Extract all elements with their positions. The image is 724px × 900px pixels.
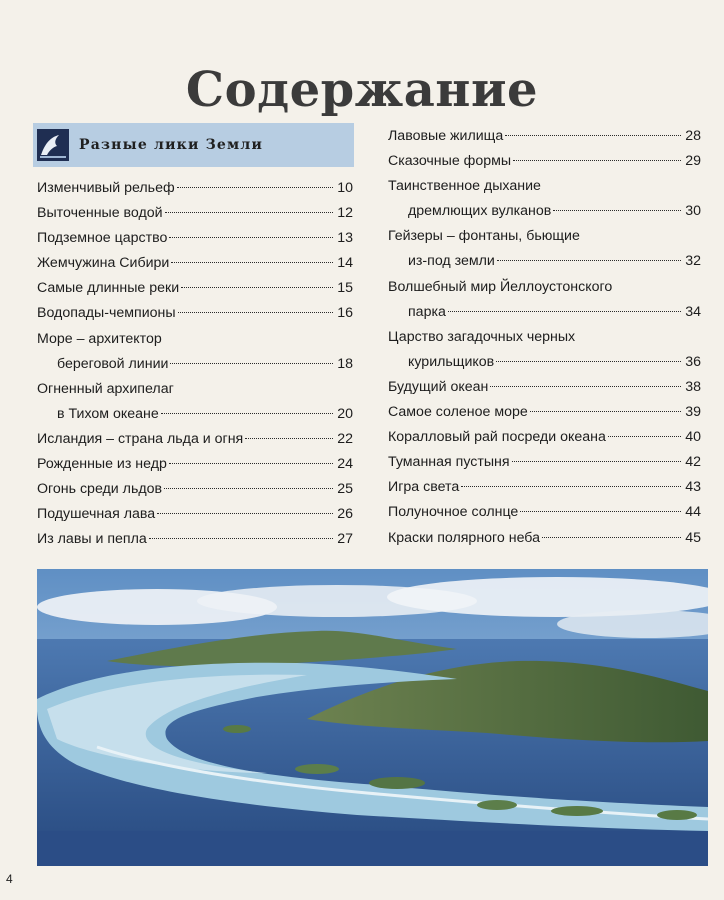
toc-entry-title [388,224,701,249]
toc-entry [388,500,701,525]
toc-entry-text: из-под земли [408,253,495,270]
toc-entry [388,400,701,425]
toc-entry-title-continued [388,249,701,274]
toc-entry-text: Море – архитектор [37,330,162,347]
toc-entry-text: Игра света [388,479,460,496]
toc-entry [37,201,353,226]
dot-leader [490,386,681,387]
toc-entry-title [37,527,353,552]
toc-entry-title [388,325,701,350]
toc-entry-text: Выточенные водой [37,205,163,222]
toc-entry [388,174,701,224]
toc-entry-title [37,201,353,226]
dot-leader [157,513,333,514]
dot-leader [178,312,333,313]
dot-leader [608,436,681,437]
dot-leader [149,538,333,539]
toc-page-number: 25 [337,481,353,498]
toc-entry [37,477,353,502]
dot-leader [520,511,681,512]
toc-entry-text: Коралловый рай посреди океана [388,429,606,446]
toc-entry [388,450,701,475]
dot-leader [461,486,681,487]
toc-entry-text: береговой линии [57,355,169,372]
toc-entry-text: Волшебный мир Йеллоустонского [388,278,613,295]
toc-entry-title [37,477,353,502]
toc-entry-text: Полуночное солнце [388,504,519,521]
toc-entry-title-continued [388,300,701,325]
toc-entry-text: Гейзеры – фонтаны, бьющие [388,228,580,245]
toc-entry-title [37,301,353,326]
dot-leader [164,488,333,489]
toc-entry-title [388,124,701,149]
dot-leader [177,187,333,188]
toc-entry-title [388,174,701,199]
page-title: Содержание [185,62,539,119]
dot-leader [553,210,681,211]
toc-entry-title [37,377,353,402]
toc-entry-text: Краски полярного неба [388,529,541,546]
dot-leader [170,363,333,364]
toc-page-number: 26 [337,506,353,523]
toc-page-number: 12 [337,205,353,222]
toc-entry-text: Будущий океан [388,378,489,395]
toc-entry-title [37,276,353,301]
dot-leader [165,212,333,213]
toc-entry-title [388,475,701,500]
toc-entry-text: Исландия – страна льда и огня [37,430,244,447]
toc-entry-title [388,450,701,475]
toc-entry-text: парка [408,303,446,320]
dot-leader [496,361,681,362]
toc-entry-text: дремлющих вулканов [408,203,552,220]
toc-entry [388,475,701,500]
toc-entry [37,452,353,477]
toc-entry-text: Подземное царство [37,230,168,247]
toc-entry [37,502,353,527]
toc-entry-text: Туманная пустыня [388,454,510,471]
toc-entry [37,276,353,301]
toc-entry [388,526,701,551]
toc-entry-text: Лавовые жилища [388,128,504,144]
toc-entry-text: Самые длинные реки [37,280,180,297]
dot-leader [181,287,333,288]
section-header [33,123,354,167]
dot-leader [169,237,333,238]
toc-entry-title-continued [37,402,353,427]
toc-page-number: 29 [685,153,701,170]
toc-entry-text: Из лавы и пепла [37,531,147,548]
toc-page-number: 34 [685,303,701,320]
toc-entry-title [37,251,353,276]
toc-entry [37,327,353,377]
toc-entry [388,149,701,174]
toc-entry [37,226,353,251]
toc-page-number: 45 [685,529,701,546]
toc-entry-title [37,327,353,352]
toc-entry [37,176,353,201]
toc-entry-title [388,275,701,300]
toc-page-number: 16 [337,305,353,322]
toc-page-number: 28 [685,128,701,144]
toc-entry-title [37,452,353,477]
toc-right-column [388,124,701,551]
toc-entry-title [388,149,701,174]
toc-page-number: 44 [685,504,701,521]
toc-entry [388,275,701,325]
wave-icon [37,129,69,161]
toc-page-number: 15 [337,280,353,297]
toc-entry-text: Сказочные формы [388,153,512,170]
toc-entry-title [37,502,353,527]
toc-entry-title [37,427,353,452]
toc-entry-text: Самое соленое море [388,404,528,421]
dot-leader [512,461,681,462]
toc-entry-text: Водопады-чемпионы [37,305,176,322]
toc-page-number: 36 [685,353,701,370]
toc-entry-text: Жемчужина Сибири [37,255,170,272]
toc-page-number: 40 [685,429,701,446]
toc-entry-text: Огонь среди льдов [37,481,163,498]
toc-entry [388,224,701,274]
toc-entry-title [388,375,701,400]
toc-page-number: 30 [685,203,701,220]
toc-entry-title [37,176,353,201]
toc-entry [37,527,353,552]
toc-page-number: 14 [337,255,353,272]
toc-entry [37,251,353,276]
toc-entry-text: курильщиков [408,353,495,370]
toc-entry-title-continued [37,352,353,377]
toc-entry [388,124,701,149]
toc-entry-text: Изменчивый рельеф [37,180,175,196]
toc-page-number: 27 [337,531,353,548]
dot-leader [505,135,681,136]
toc-page-number: 13 [337,230,353,247]
toc-entry-text: в Тихом океане [57,405,159,422]
dot-leader [245,438,333,439]
toc-entry-title [37,226,353,251]
toc-entry [37,427,353,452]
toc-entry-title [388,526,701,551]
toc-entry-title [388,400,701,425]
toc-left-column [37,176,353,552]
toc-page-number: 32 [685,253,701,270]
toc-entry [37,377,353,427]
coral-atoll-illustration [37,569,708,866]
page-number: 4 [6,872,13,886]
dot-leader [171,262,333,263]
toc-entry-title-continued [388,199,701,224]
dot-leader [542,537,681,538]
toc-entry [388,325,701,375]
toc-page-number: 24 [337,456,353,473]
toc-page-number: 43 [685,479,701,496]
dot-leader [169,463,333,464]
toc-page-number: 39 [685,404,701,421]
toc-entry-title [388,425,701,450]
toc-entry [37,301,353,326]
toc-entry-title-continued [388,350,701,375]
dot-leader [497,260,681,261]
toc-entry [388,425,701,450]
dot-leader [513,160,681,161]
toc-page-number: 20 [337,405,353,422]
toc-entry [388,375,701,400]
section-title: Разные лики Земли [79,137,264,153]
dot-leader [530,411,681,412]
toc-entry-text: Огненный архипелаг [37,380,174,397]
toc-page-number: 18 [337,355,353,372]
toc-page-number: 10 [337,180,353,196]
toc-page-number: 38 [685,378,701,395]
toc-page-number: 22 [337,430,353,447]
toc-entry-text: Рожденные из недр [37,456,167,473]
toc-entry-text: Подушечная лава [37,506,156,523]
toc-page-number: 42 [685,454,701,471]
dot-leader [448,311,681,312]
toc-entry-text: Таинственное дыхание [388,178,541,195]
toc-entry-text: Царство загадочных черных [388,328,576,345]
toc-entry-title [388,500,701,525]
dot-leader [161,413,333,414]
